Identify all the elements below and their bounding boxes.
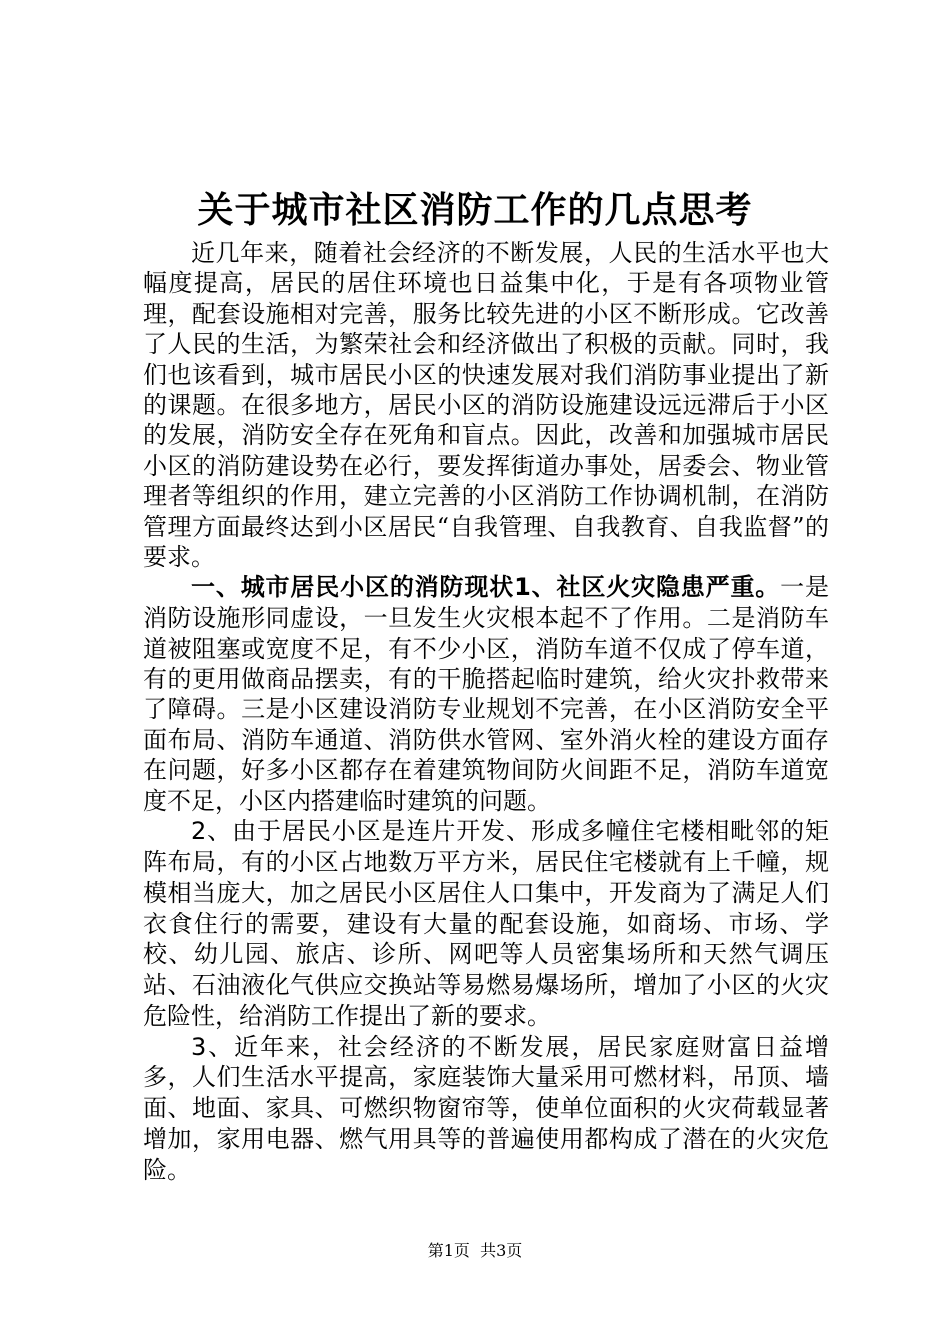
document-title: 关于城市社区消防工作的几点思考	[197, 189, 753, 231]
paragraph-section-1	[143, 572, 829, 816]
section-heading: 一、城市居民小区的消防现状1、社区火灾隐患严重。	[191, 573, 781, 602]
paragraph-point-3: 3、近年来，社会经济的不断发展，居民家庭财富日益增多，人们生活水平提高，家庭装饰大量采用可燃材料，吊顶、墙面、地面、家具、可燃织物窗帘等，使单位面积的火灾荷载显著增加，家用电器、燃气用具等的普遍使用都构成了潜在的火灾危险。	[143, 1032, 829, 1184]
page-number: 第1页	[427, 1241, 470, 1260]
paragraph-point-2: 2、由于居民小区是连片开发、形成多幢住宅楼相毗邻的矩阵布局，有的小区占地数万平方米，居民住宅楼就有上千幢，规模相当庞大，加之居民小区居住人口集中，开发商为了满足人们衣食住行的需要，建设有大量的配套设施，如商场、市场、学校、幼儿园、旅店、诊所、网吧等人员密集场所和天然气调压站、石油液化气供应交换站等易燃易爆场所，增加了小区的火灾危险性，给消防工作提出了新的要求。	[143, 817, 829, 1030]
page-total: 共3页	[480, 1241, 523, 1260]
paragraph-intro: 近几年来，随着社会经济的不断发展，人民的生活水平也大幅度提高，居民的居住环境也日益集中化，于是有各项物业管理，配套设施相对完善，服务比较先进的小区不断形成。它改善了人民的生活，为繁荣社会和经济做出了积极的贡献。同时，我们也该看到，城市居民小区的快速发展对我们消防事业提出了新的课题。在很多地方，居民小区的消防设施建设远远滞后于小区的发展，消防安全存在死角和盲点。因此，改善和加强城市居民小区的消防建设势在必行，要发挥街道办事处，居委会、物业管理者等组织的作用，建立完善的小区消防工作协调机制，在消防管理方面最终达到小区居民“自我管理、自我教育、自我监督”的要求。	[143, 239, 829, 572]
page-footer	[0, 1240, 950, 1262]
document-body	[143, 238, 829, 1186]
section-1-body: 一是消防设施形同虚设，一旦发生火灾根本起不了作用。二是消防车道被阻塞或宽度不足，有不少小区，消防车道不仅成了停车道，有的更用做商品摆卖，有的干脆搭起临时建筑，给火灾扑救带来了障碍。三是小区建设消防专业规划不完善，在小区消防安全平面布局、消防车通道、消防供水管网、室外消火栓的建设方面存在问题，好多小区都存在着建筑物间防火间距不足，消防车道宽度不足，小区内搭建临时建筑的问题。	[143, 573, 830, 815]
